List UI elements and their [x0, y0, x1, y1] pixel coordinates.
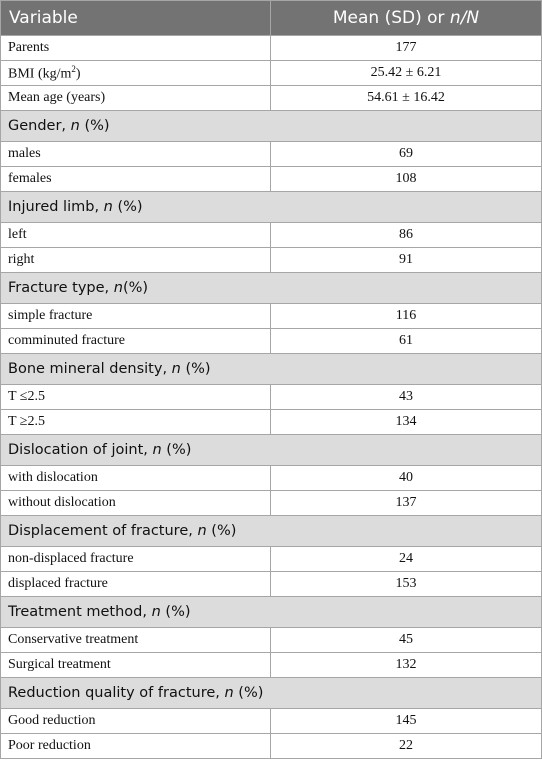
section-title [1, 273, 542, 304]
row-value: 132 [271, 653, 542, 678]
row-label: Parents [1, 36, 271, 61]
row-value: 116 [271, 304, 542, 329]
table-row [1, 142, 542, 167]
section-header-row [1, 192, 542, 223]
row-label: T ≥2.5 [1, 410, 271, 435]
bmi-label-prefix: BMI (kg/m [8, 66, 72, 82]
table-row [1, 61, 542, 86]
section-header-row [1, 516, 542, 547]
table-row [1, 466, 542, 491]
section-header-row [1, 111, 542, 142]
section-title-prefix: Gender, [8, 118, 71, 134]
row-label: comminuted fracture [1, 329, 271, 354]
table-row [1, 734, 542, 759]
section-title-prefix: Reduction quality of fracture, [8, 685, 225, 701]
section-title [1, 192, 542, 223]
row-label: displaced fracture [1, 572, 271, 597]
row-value: 54.61 ± 16.42 [271, 86, 542, 111]
table-row [1, 385, 542, 410]
row-value: 91 [271, 248, 542, 273]
table-row [1, 248, 542, 273]
row-label [1, 61, 271, 86]
table-row [1, 304, 542, 329]
table-body [1, 36, 542, 759]
header-mean-sd [271, 1, 542, 36]
table-row [1, 86, 542, 111]
bmi-label-suffix: ) [75, 66, 81, 82]
section-title-italic: n [152, 442, 162, 458]
section-title-prefix: Bone mineral density, [8, 361, 172, 377]
row-label: T ≤2.5 [1, 385, 271, 410]
section-title-suffix: (%) [161, 442, 192, 458]
section-title-prefix: Dislocation of joint, [8, 442, 153, 458]
table-row [1, 709, 542, 734]
header-variable: Variable [1, 1, 271, 36]
section-title [1, 111, 542, 142]
row-value: 45 [271, 628, 542, 653]
section-title-prefix: Displacement of fracture, [8, 523, 198, 539]
section-title-italic: n [224, 685, 234, 701]
row-value: 108 [271, 167, 542, 192]
section-title-prefix: Fracture type, [8, 280, 114, 296]
table-row [1, 547, 542, 572]
row-label: without dislocation [1, 491, 271, 516]
section-title-suffix: (%) [79, 118, 110, 134]
row-value: 145 [271, 709, 542, 734]
row-value: 43 [271, 385, 542, 410]
section-title-italic: n [171, 361, 181, 377]
row-value: 153 [271, 572, 542, 597]
section-title [1, 516, 542, 547]
row-label: left [1, 223, 271, 248]
section-title-suffix: (%) [160, 604, 191, 620]
row-label: Conservative treatment [1, 628, 271, 653]
header-mean-sd-italic: n/N [449, 8, 480, 28]
table-header-row [1, 1, 542, 36]
section-title [1, 597, 542, 628]
section-title-suffix: (%) [206, 523, 237, 539]
section-header-row [1, 354, 542, 385]
table-row [1, 491, 542, 516]
row-label: right [1, 248, 271, 273]
row-label: Mean age (years) [1, 86, 271, 111]
section-title-suffix: (%) [233, 685, 264, 701]
section-header-row [1, 678, 542, 709]
section-title [1, 354, 542, 385]
row-label: simple fracture [1, 304, 271, 329]
section-header-row [1, 273, 542, 304]
row-value: 22 [271, 734, 542, 759]
table-row [1, 653, 542, 678]
section-title-italic: n [70, 118, 80, 134]
row-label: Good reduction [1, 709, 271, 734]
table-row [1, 628, 542, 653]
section-title-italic: n [103, 199, 113, 215]
section-title-suffix: (%) [112, 199, 143, 215]
bmi-label-sup: 2 [71, 63, 76, 74]
row-label: females [1, 167, 271, 192]
section-title-suffix: (%) [180, 361, 211, 377]
row-value: 25.42 ± 6.21 [271, 61, 542, 86]
row-value: 137 [271, 491, 542, 516]
section-header-row [1, 435, 542, 466]
table-row [1, 223, 542, 248]
row-value: 69 [271, 142, 542, 167]
row-label: non-displaced fracture [1, 547, 271, 572]
table-row [1, 167, 542, 192]
row-label: with dislocation [1, 466, 271, 491]
section-title-italic: n [113, 280, 123, 296]
section-title [1, 435, 542, 466]
row-value: 134 [271, 410, 542, 435]
row-value: 40 [271, 466, 542, 491]
section-title-suffix: (%) [122, 280, 149, 296]
row-label: Poor reduction [1, 734, 271, 759]
section-title-italic: n [197, 523, 207, 539]
row-value: 86 [271, 223, 542, 248]
section-header-row [1, 597, 542, 628]
row-label: males [1, 142, 271, 167]
table-row [1, 410, 542, 435]
header-mean-sd-text: Mean (SD) or [332, 8, 450, 28]
section-title [1, 678, 542, 709]
row-label: Surgical treatment [1, 653, 271, 678]
row-value: 61 [271, 329, 542, 354]
row-value: 24 [271, 547, 542, 572]
section-title-prefix: Treatment method, [8, 604, 152, 620]
row-value: 177 [271, 36, 542, 61]
table-row [1, 36, 542, 61]
table-row [1, 572, 542, 597]
section-title-italic: n [151, 604, 161, 620]
section-title-prefix: Injured limb, [8, 199, 104, 215]
table-row [1, 329, 542, 354]
